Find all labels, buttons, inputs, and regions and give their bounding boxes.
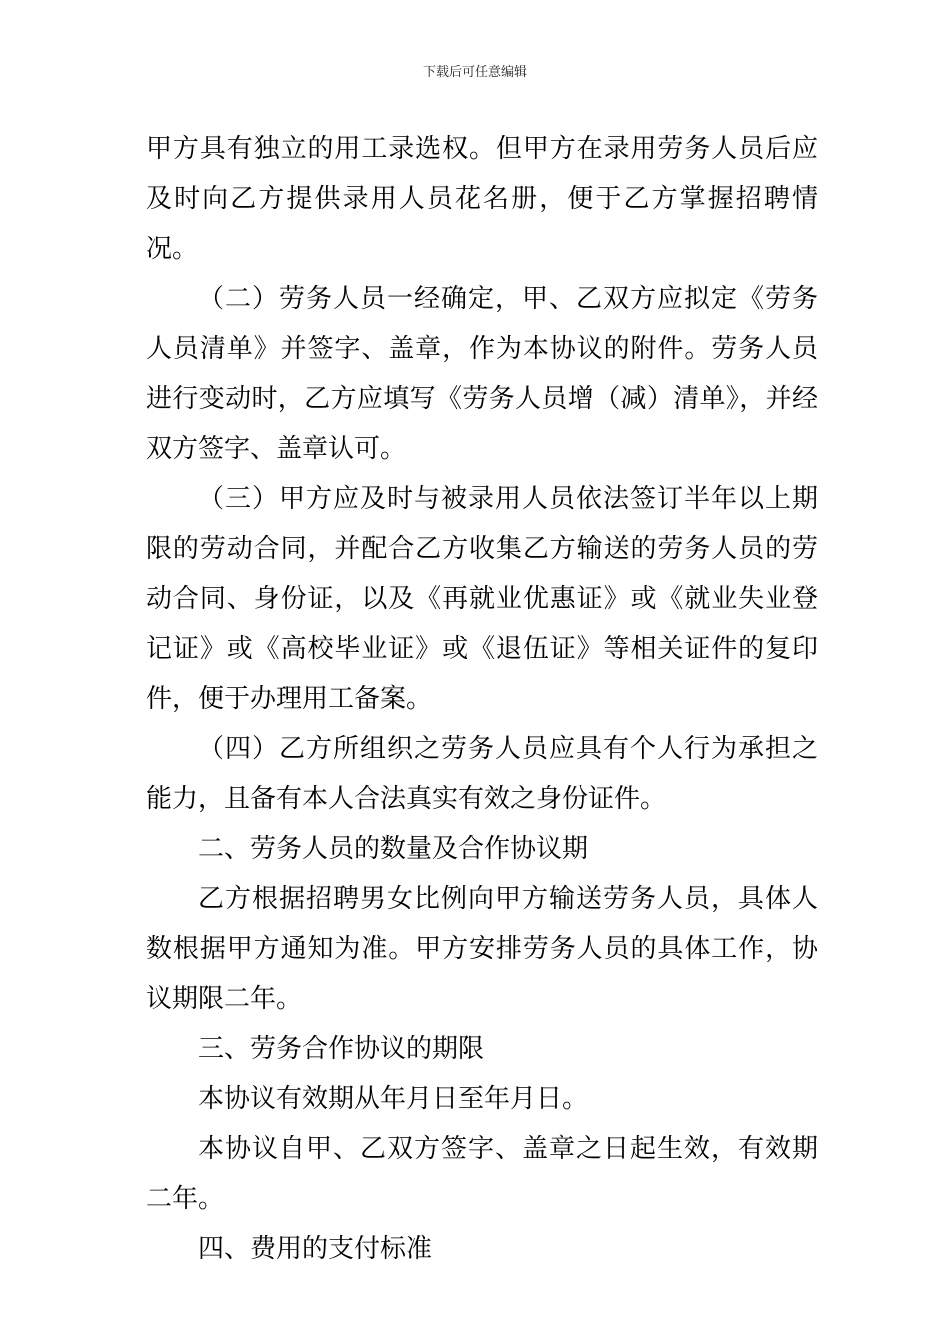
section-heading-quantity: 二、劳务人员的数量及合作协议期: [198, 834, 589, 864]
paragraph-clause-4: （四）乙方所组织之劳务人员应具有个人行为承担之能力，且备有本人合法真实有效之身份证件。: [146, 734, 818, 814]
page-header: 下载后可任意编辑: [422, 65, 527, 80]
paragraph-quantity: 乙方根据招聘男女比例向甲方输送劳务人员，具体人数根据甲方通知为准。甲方安排劳务人员的具体工作，协议期限二年。: [146, 884, 818, 1014]
document-body: [146, 124, 818, 1274]
paragraph-effective: 本协议自甲、乙双方签字、盖章之日起生效，有效期二年。: [146, 1134, 818, 1214]
paragraph-clause-3: （三）甲方应及时与被录用人员依法签订半年以上期限的劳动合同，并配合乙方收集乙方输送的劳务人员的劳动合同、身份证，以及《再就业优惠证》或《就业失业登记证》或《高校毕业证》或《退伍证》等相关证件的复印件，便于办理用工备案。: [146, 484, 818, 714]
paragraph-clause-2: （二）劳务人员一经确定，甲、乙双方应拟定《劳务人员清单》并签字、盖章，作为本协议的附件。劳务人员进行变动时，乙方应填写《劳务人员增（减）清单》，并经双方签字、盖章认可。: [146, 284, 818, 464]
paragraph-validity: 本协议有效期从年月日至年月日。: [198, 1084, 589, 1114]
section-heading-term: 三、劳务合作协议的期限: [198, 1034, 485, 1064]
section-heading-payment: 四、费用的支付标准: [198, 1234, 433, 1264]
paragraph-recruitment-right: 甲方具有独立的用工录选权。但甲方在录用劳务人员后应及时向乙方提供录用人员花名册，便于乙方掌握招聘情况。: [146, 134, 818, 264]
